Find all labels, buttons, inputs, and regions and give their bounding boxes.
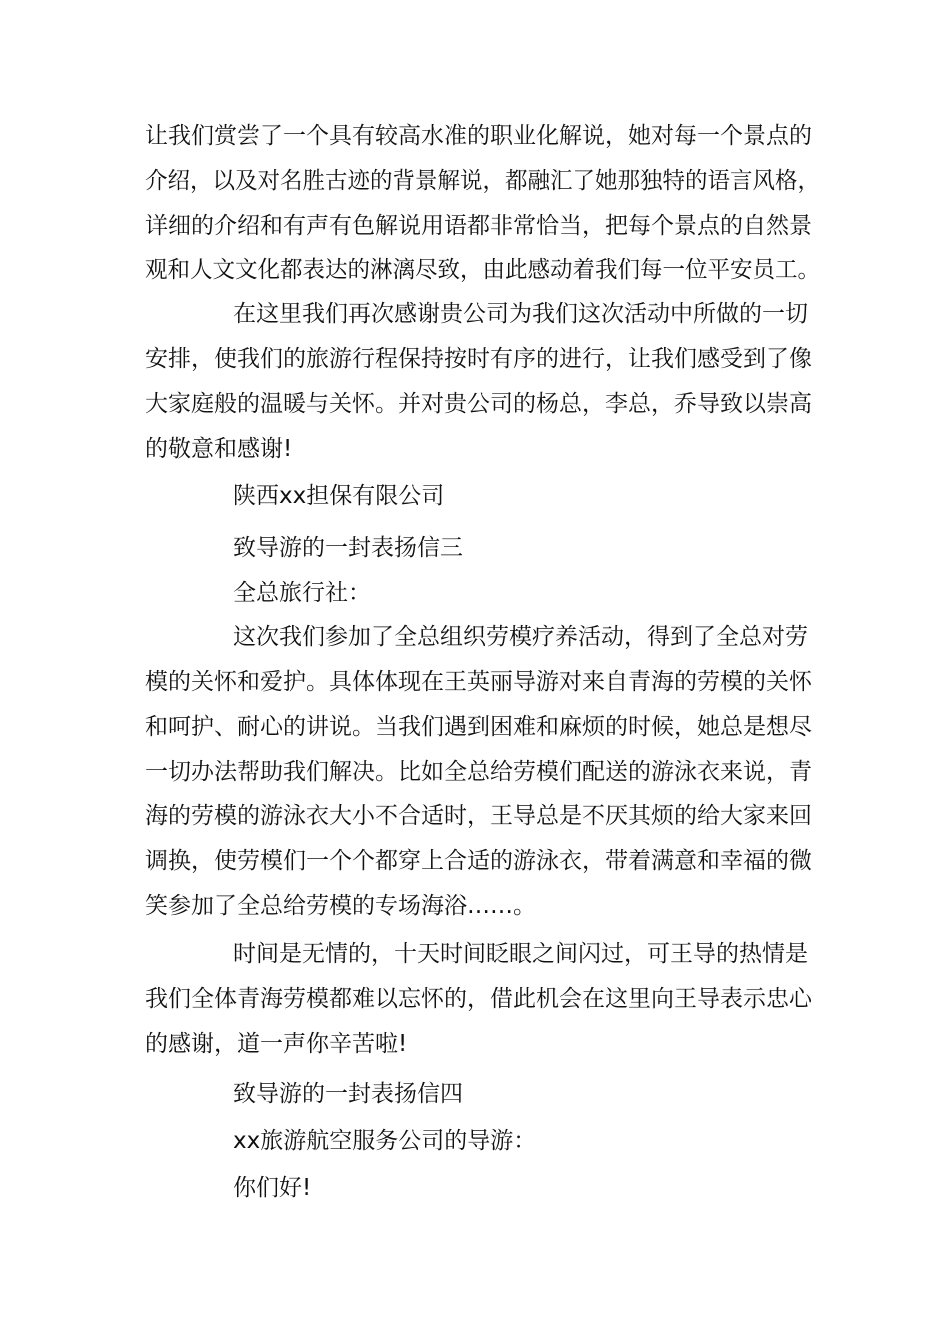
text-line: 介绍，以及对名胜古迹的背景解说，都融汇了她那独特的语言风格， xyxy=(145,168,821,194)
text-line: 时间是无情的，十天时间眨眼之间闪过，可王导的热情是 xyxy=(233,941,808,967)
text-line: 大家庭般的温暖与关怀。并对贵公司的杨总，李总，乔导致以崇高 xyxy=(145,391,812,417)
text-line: 一切办法帮助我们解决。比如全总给劳模们配送的游泳衣来说，青 xyxy=(145,759,812,785)
section-heading: 致导游的一封表扬信四 xyxy=(233,1081,463,1107)
text-line: 让我们赏尝了一个具有较高水准的职业化解说，她对每一个景点的 xyxy=(145,123,812,149)
text-line: 的感谢，道一声你辛苦啦! xyxy=(145,1031,408,1057)
text-line: 海的劳模的游泳衣大小不合适时，王导总是不厌其烦的给大家来回 xyxy=(145,803,812,829)
text-line: 观和人文文化都表达的淋漓尽致，由此感动着我们每一位平安员工。 xyxy=(145,257,821,283)
text-line: 我们全体青海劳模都难以忘怀的，借此机会在这里向王导表示忠心 xyxy=(145,986,812,1012)
signature-company: 陕西xx担保有限公司 xyxy=(233,483,445,509)
salutation: xx旅游航空服务公司的导游： xyxy=(233,1128,537,1154)
greeting: 你们好! xyxy=(233,1175,312,1201)
text-line: 和呵护、耐心的讲说。当我们遇到困难和麻烦的时候，她总是想尽 xyxy=(145,714,812,740)
text-line: 调换，使劳模们一个个都穿上合适的游泳衣，带着满意和幸福的微 xyxy=(145,848,812,874)
text-line: 这次我们参加了全总组织劳模疗养活动，得到了全总对劳 xyxy=(233,624,808,650)
section-heading: 致导游的一封表扬信三 xyxy=(233,535,463,561)
text-line: 详细的介绍和有声有色解说用语都非常恰当，把每个景点的自然景 xyxy=(145,213,812,239)
text-line: 在这里我们再次感谢贵公司为我们这次活动中所做的一切 xyxy=(233,301,808,327)
text-line: 笑参加了全总给劳模的专场海浴……。 xyxy=(145,893,536,919)
salutation: 全总旅行社： xyxy=(233,580,371,606)
text-line: 的敬意和感谢! xyxy=(145,436,293,462)
text-line: 模的关怀和爱护。具体体现在王英丽导游对来自青海的劳模的关怀 xyxy=(145,669,812,695)
text-line: 安排，使我们的旅游行程保持按时有序的进行，让我们感受到了像 xyxy=(145,346,812,372)
